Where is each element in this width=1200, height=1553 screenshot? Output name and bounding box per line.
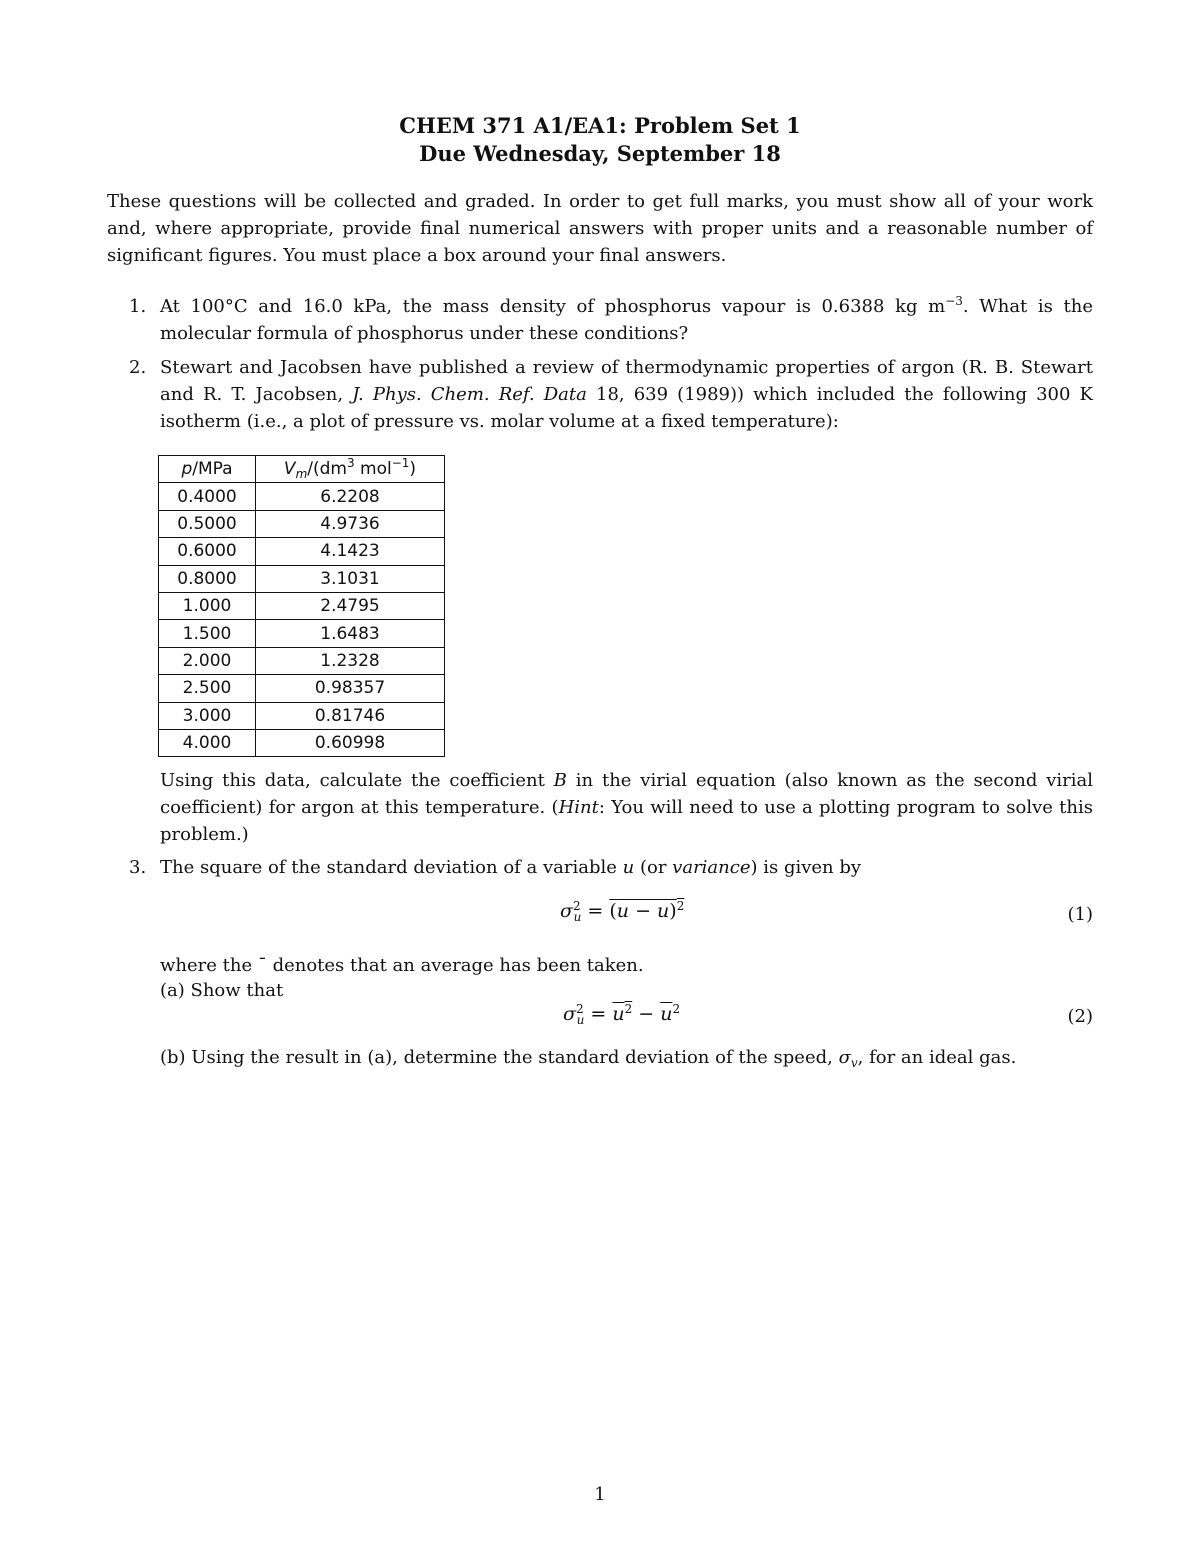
table-cell: 4.000 [159, 729, 256, 756]
table-header-row [159, 456, 445, 483]
equation-number-2: (2) [1067, 1006, 1093, 1027]
problem-text: Stewart and Jacobsen have published a review of thermodynamic properties of argon (R. B. Stewart and R. T. Jacobsen, J. Phys. Chem. Ref. Data 18, 639 (1989)) which included the following 300 K isotherm (i.e., a plot of pressure vs. molar volume at a fixed temperature): [160, 357, 1093, 432]
document-title: CHEM 371 A1/EA1: Problem Set 1 [399, 113, 801, 138]
part-b-question: (b) Using the result in (a), determine the standard deviation of the speed, $\sigma_v$, for an ideal gas. [160, 1047, 1017, 1070]
table-cell: 3.1031 [256, 565, 445, 592]
table-cell: 0.98357 [256, 675, 445, 702]
table-cell: 2.000 [159, 647, 256, 674]
table-cell: 6.2208 [256, 483, 445, 510]
problem-2-question: Using this data, calculate the coefficient B in the virial equation (also known as the second virial coefficient) for argon at this temperature. (Hint: You will need to use a plotting program to solve this problem.) [160, 770, 1093, 845]
problem-2 [107, 354, 1093, 435]
instructions-paragraph: These questions will be collected and graded. In order to get full marks, you must show all of your work and, where appropriate, provide final numerical answers with proper units and a reasonable number of significant figures. You must place a box around your final answers. [107, 191, 1093, 266]
table-cell: 1.000 [159, 592, 256, 619]
problem-1 [107, 293, 1093, 347]
due-date: Due Wednesday, September 18 [419, 141, 781, 166]
table-row [159, 620, 445, 647]
problem-text: At 100°C and 16.0 kPa, the mass density of phosphorus vapour is 0.6388 kg $m^{-3}$. What is the molecular formula of phosphorus under these conditions? [160, 294, 1093, 344]
table-row [159, 592, 445, 619]
table-cell: 2.4795 [256, 592, 445, 619]
table-cell: 0.4000 [159, 483, 256, 510]
problem-3 [107, 854, 1093, 881]
problem-number: 2. [129, 357, 147, 378]
table-row [159, 702, 445, 729]
problem-number: 3. [129, 857, 147, 878]
table-cell: 4.9736 [256, 510, 445, 537]
column-header-molar-volume: $V_m/(dm^3$ mol$^{-1}$) [256, 456, 445, 483]
table-row [159, 675, 445, 702]
table-row [159, 647, 445, 674]
equation-2: $\sigma^2_u = u^2 - \overline{u}^2$ [563, 1002, 681, 1027]
problem-number: 1. [129, 296, 147, 317]
column-header-pressure: p/MPa [159, 456, 256, 483]
table-cell: 1.2328 [256, 647, 445, 674]
table-row [159, 483, 445, 510]
table-row [159, 510, 445, 537]
table-cell: 0.8000 [159, 565, 256, 592]
table-row [159, 729, 445, 756]
part-a-label: (a) Show that [160, 980, 284, 1001]
table-cell: 2.500 [159, 675, 256, 702]
table-cell: 4.1423 [256, 538, 445, 565]
table-cell: 1.500 [159, 620, 256, 647]
isotherm-table [158, 455, 445, 757]
table-cell: 0.60998 [256, 729, 445, 756]
equation-1: $\sigma^2_u = (u - u)^2$ [560, 899, 685, 924]
journal-name: J. Phys. Chem. Ref. Data [352, 384, 587, 405]
problem-text: The square of the standard deviation of a variable u (or variance) is given by [160, 857, 862, 878]
table-cell: 3.000 [159, 702, 256, 729]
page-number: 1 [594, 1484, 606, 1505]
table-cell: 0.5000 [159, 510, 256, 537]
equation-number-1: (1) [1067, 904, 1093, 925]
table-cell: 0.6000 [159, 538, 256, 565]
table-cell: 0.81746 [256, 702, 445, 729]
table-row [159, 538, 445, 565]
average-note: where the ¯ denotes that an average has been taken. [160, 955, 644, 976]
table-row [159, 565, 445, 592]
table-cell: 1.6483 [256, 620, 445, 647]
